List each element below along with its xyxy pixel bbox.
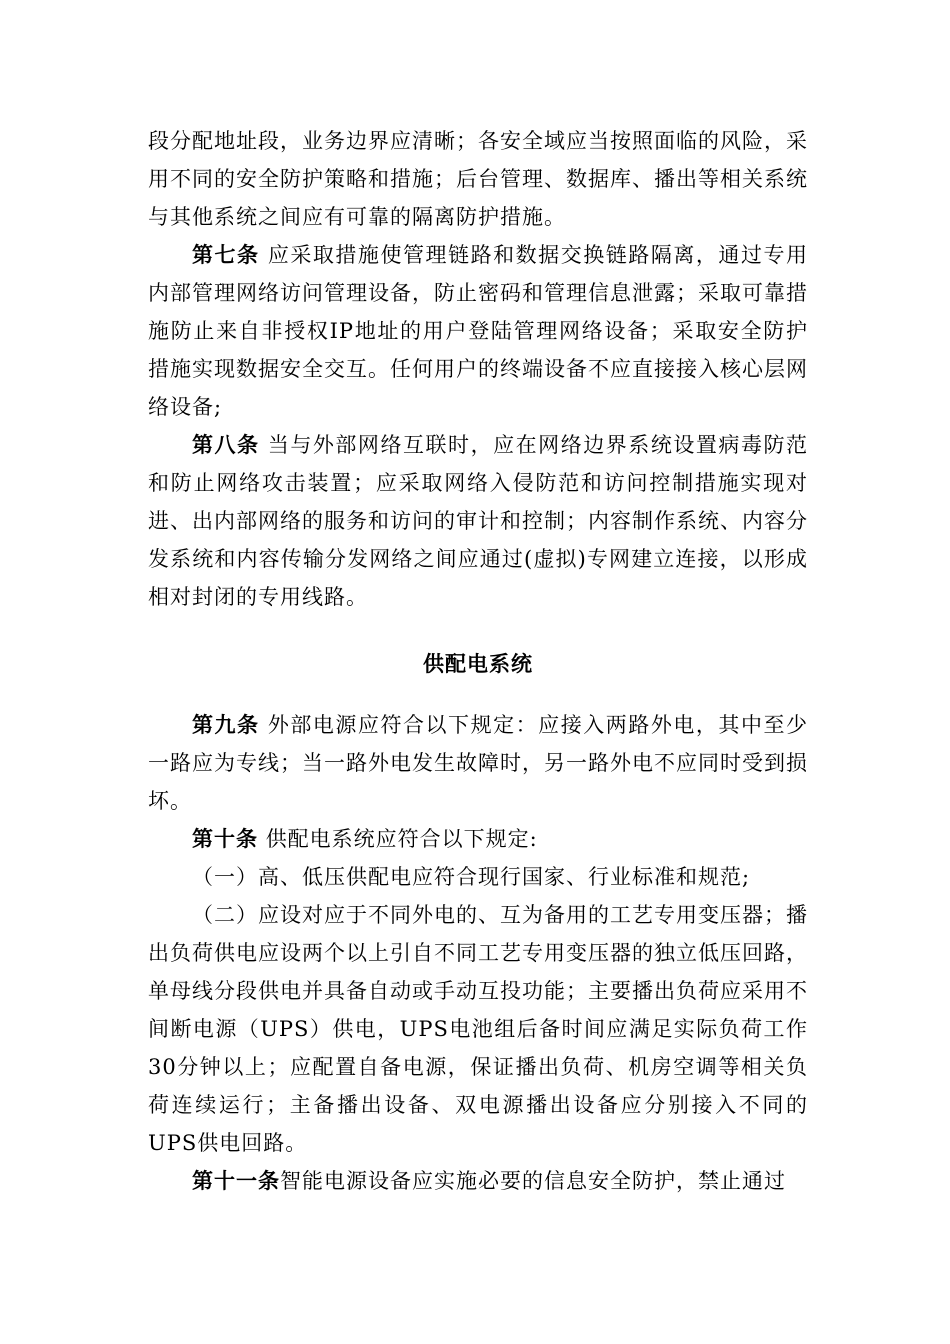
article-11 <box>148 1162 808 1200</box>
article-8 <box>148 426 808 616</box>
section-title: 供配电系统 <box>423 651 533 676</box>
article-number: 第十条 <box>192 826 258 851</box>
article-number: 第八条 <box>192 432 260 457</box>
clause-2 <box>148 896 808 1162</box>
article-10 <box>148 820 808 858</box>
article-text: 外部电源应符合以下规定：应接入两路外电，其中至少一路应为专线；当一路外电发生故障时，另一路外电不应同时受到损坏。 <box>148 713 809 813</box>
article-text: 供配电系统应符合以下规定: <box>265 827 538 851</box>
article-text: 应采取措施使管理链路和数据交换链路隔离，通过专用内部管理网络访问管理设备，防止密码和管理信息泄露；采取可靠措施防止来自非授权IP地址的用户登陆管理网络设备；采取安全防护措施实现数据安全交互。任何用户的终端设备不应直接接入核心层网络设备; <box>148 243 809 419</box>
clause-text: （一）高、低压供配电应符合现行国家、行业标准和规范; <box>192 865 751 889</box>
paragraph-intro <box>148 122 808 236</box>
paragraph-text: 段分配地址段，业务边界应清晰；各安全域应当按照面临的风险，采用不同的安全防护策略和措施；后台管理、数据库、播出等相关系统与其他系统之间应有可靠的隔离防护措施。 <box>148 129 808 229</box>
clause-1 <box>148 858 808 896</box>
article-number: 第十一条 <box>192 1168 280 1193</box>
clause-text: （二）应设对应于不同外电的、互为备用的工艺专用变压器；播出负荷供电应设两个以上引自不同工艺专用变压器的独立低压回路，单母线分段供电并具备自动或手动互投功能；主要播出负荷应采用不间断电源（UPS）供电，UPS电池组后备时间应满足实际负荷工作30分钟以上；应配置自备电源，保证播出负荷、机房空调等相关负荷连续运行；主备播出设备、双电源播出设备应分别接入不同的UPS供电回路。 <box>148 903 808 1155</box>
article-text: 智能电源设备应实施必要的信息安全防护，禁止通过 <box>280 1169 786 1193</box>
article-number: 第九条 <box>192 712 260 737</box>
article-text: 当与外部网络互联时，应在网络边界系统设置病毒防范和防止网络攻击装置；应采取网络入侵防范和访问控制措施实现对进、出内部网络的服务和访问的审计和控制；内容制作系统、内容分发系统和内容传输分发网络之间应通过(虚拟)专网建立连接，以形成相对封闭的专用线路。 <box>148 433 809 609</box>
article-number: 第七条 <box>192 242 260 267</box>
article-7 <box>148 236 808 426</box>
article-9 <box>148 706 808 820</box>
